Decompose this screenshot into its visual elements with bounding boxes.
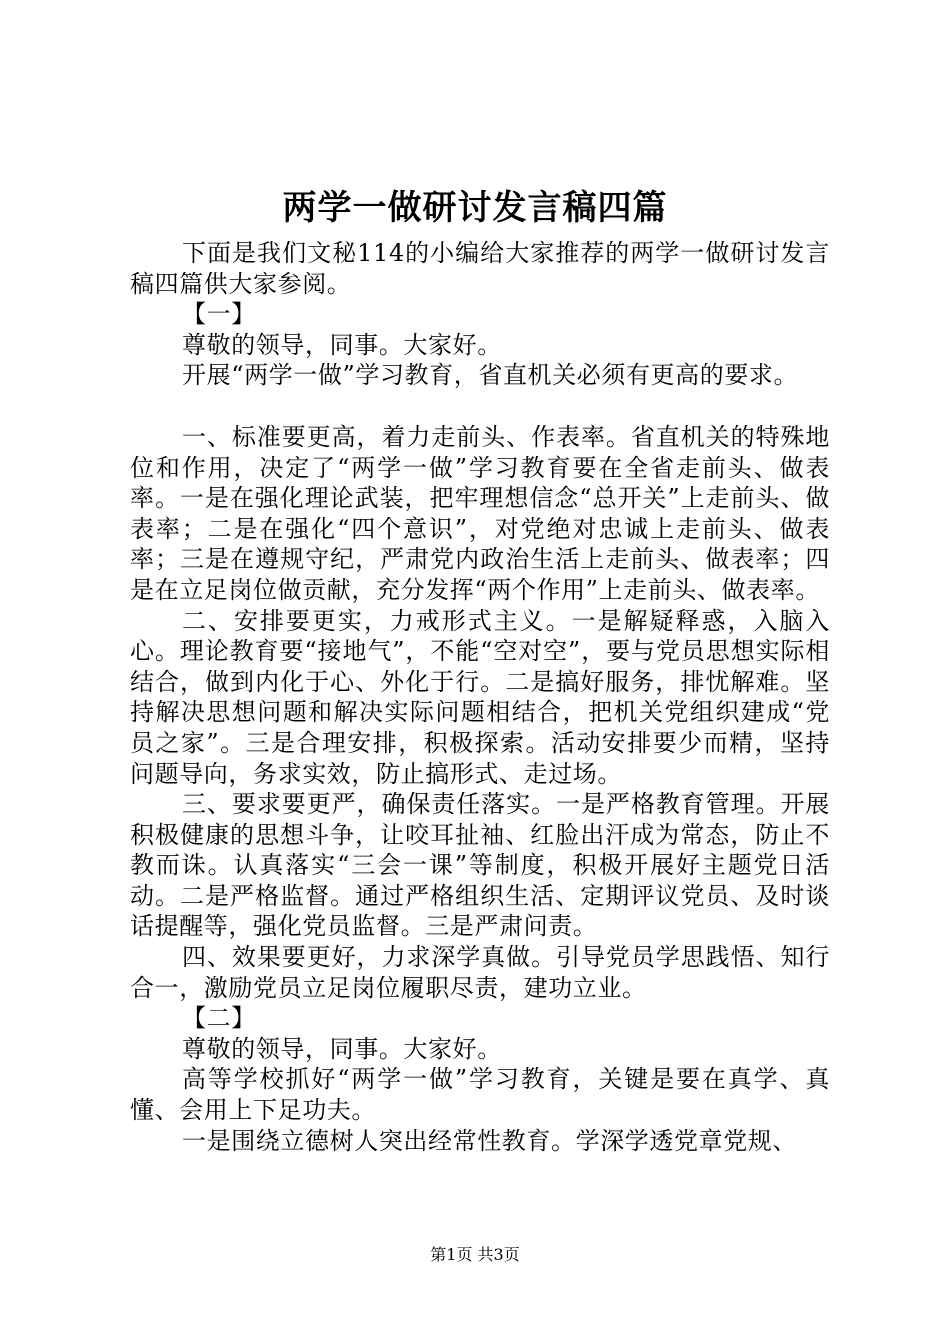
paragraph-point-one-b: 一是围绕立德树人突出经常性教育。学深学透党章党规、: [182, 1126, 797, 1155]
paragraph-university: 高等学校抓好“两学一做”学习教育，关键是要在真学、真懂、会用上下足功夫。: [130, 1065, 830, 1125]
document-title: 两学一做研讨发言稿四篇: [282, 188, 668, 228]
paragraph-point-three: 三、要求要更严，确保责任落实。一是严格教育管理。开展积极健康的思想斗争，让咬耳扯袖、红脸出汗成为常态，防止不教而诛。认真落实“三会一课”等制度，积极开展好主题党日活动。二是严格监督。通过严格组织生活、定期评议党员、及时谈话提醒等，强化党员监督。三是严肃问责。: [130, 790, 830, 941]
blank-line: [130, 391, 830, 422]
section-marker-one: 【一】: [182, 300, 256, 329]
page-footer: 第1页 共3页: [430, 1245, 520, 1264]
paragraph-point-two: 二、安排要更实，力戒形式主义。一是解疑释惑，入脑入心。理论教育要“接地气”，不能“空对空”，要与党员思想实际相结合，做到内化于心、外化于行。二是搞好服务，排忧解难。坚持解决思想问题和解决实际问题相结合，把机关党组织建成“党员之家”。三是合理安排，积极探索。活动安排要少而精，坚持问题导向，务求实效，防止搞形式、走过场。: [130, 606, 830, 788]
section-marker-two: 【二】: [182, 1004, 256, 1033]
document-body: [130, 238, 830, 1156]
paragraph-intro: 下面是我们文秘114的小编给大家推荐的两学一做研讨发言稿四篇供大家参阅。: [130, 239, 830, 298]
paragraph-point-one: 一、标准要更高，着力走前头、作表率。省直机关的特殊地位和作用，决定了“两学一做”学习教育要在全省走前头、做表率。一是在强化理论武装，把牢理想信念“总开关”上走前头、做表率；二是在强化“四个意识”，对党绝对忠诚上走前头、做表率；三是在遵规守纪，严肃党内政治生活上走前头、做表率；四是在立足岗位做贡献，充分发挥“两个作用”上走前头、做表率。: [130, 422, 830, 604]
paragraph-opening: 开展“两学一做”学习教育，省直机关必须有更高的要求。: [182, 361, 799, 390]
paragraph-greeting-two: 尊敬的领导，同事。大家好。: [182, 1034, 502, 1063]
paragraph-point-four: 四、效果要更好，力求深学真做。引导党员学思践悟、知行合一，激励党员立足岗位履职尽责，建功立业。: [130, 943, 830, 1002]
paragraph-greeting: 尊敬的领导，同事。大家好。: [182, 330, 502, 359]
